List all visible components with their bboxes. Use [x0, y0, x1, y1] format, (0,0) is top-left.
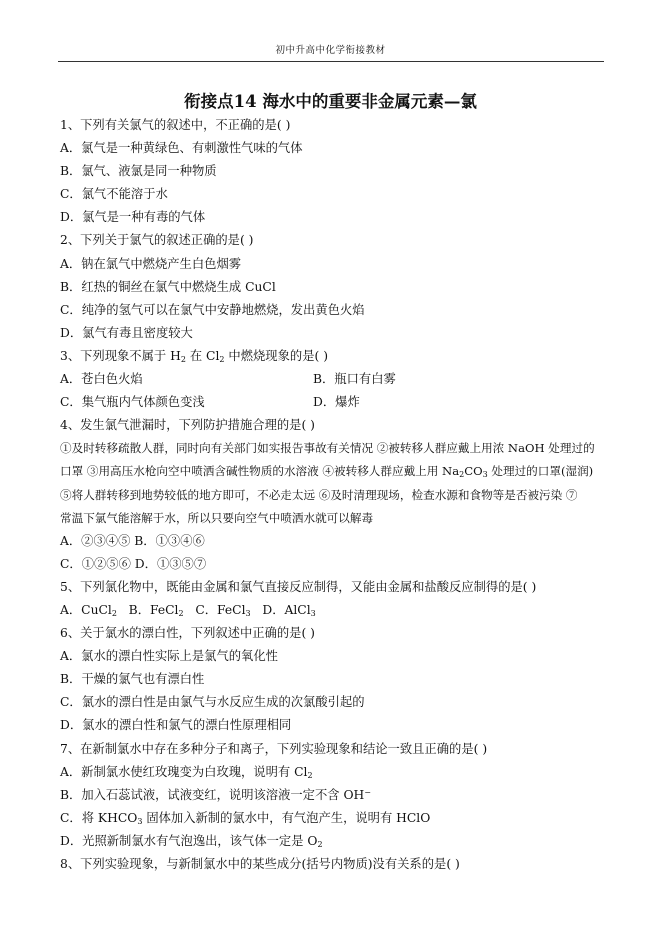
- question-4-statement-line-2: 口罩 ③用高压水枪向空中喷洒含碱性物质的水溶液 ④被转移人群应戴上用 $Na_2CO_3$ 处理过的口罩(湿润): [60, 464, 594, 480]
- question-5-options: A．CuCl$_2$ B．FeCl$_2$ C．FeCl$_3$ D．AlCl$_3$: [60, 602, 316, 618]
- question-4-stem: 4、发生氯气泄漏时，下列防护措施合理的是( ): [60, 418, 315, 433]
- question-2-option-a: A．钠在氯气中燃烧产生白色烟雾: [60, 256, 242, 271]
- question-1-option-d: D．氯气是一种有毒的气体: [60, 210, 206, 225]
- question-list: [60, 114, 620, 876]
- page-header: 初中升高中化学衔接教材: [275, 45, 386, 56]
- question-1-option-c: C．氯气不能溶于水: [60, 187, 168, 202]
- question-1-option-b: B．氯气、液氯是同一种物质: [60, 164, 217, 179]
- question-2-option-b: B．红热的铜丝在氯气中燃烧生成 CuCl: [60, 279, 276, 294]
- question-3-options-ab: [60, 368, 620, 391]
- question-7-option-d: D．光照新制氯水有气泡逸出，该气体一定是 $O_2$: [60, 833, 323, 849]
- question-3-option-a: A．苍白色火焰: [60, 372, 143, 387]
- question-4-statement-line-3: ⑤将人群转移到地势较低的地方即可，不必走太远 ⑥及时清理现场，检查水源和食物等是否被污染 ⑦: [60, 487, 578, 502]
- question-1-stem: 1、下列有关氯气的叙述中，不正确的是( ): [60, 118, 291, 132]
- question-5-stem: 5、下列氯化物中，既能由金属和氯气直接反应制得，又能由金属和盐酸反应制得的是( ): [60, 579, 537, 594]
- question-6-option-d: D．氯水的漂白性和氯气的漂白性原理相同: [60, 718, 292, 733]
- header-rule: [58, 61, 604, 62]
- question-6-stem: 6、关于氯水的漂白性，下列叙述中正确的是( ): [60, 626, 315, 641]
- question-6-option-c: C．氯水的漂白性是由氯气与水反应生成的次氯酸引起的: [60, 695, 365, 710]
- question-6-option-b: B．干燥的氯气也有漂白性: [60, 672, 205, 687]
- question-4-statement-line-1: ①及时转移疏散人群，同时向有关部门如实报告事故有关情况 ②被转移人群应戴上用浓 NaOH 处理过的: [60, 441, 595, 456]
- question-4-statement-line-4: 常温下氯气能溶解于水，所以只要向空气中喷洒水就可以解毒: [60, 510, 374, 525]
- question-8-stem: 8、下列实验现象，与新制氯水中的某些成分(括号内物质)没有关系的是( ): [60, 857, 460, 871]
- question-2-stem: 2、下列关于氯气的叙述正确的是( ): [60, 233, 254, 248]
- question-1-option-a: A．氯气是一种黄绿色、有刺激性气味的气体: [60, 141, 303, 156]
- question-2-option-c: C．纯净的氢气可以在氯气中安静地燃烧，发出黄色火焰: [60, 302, 365, 317]
- question-7-option-a: A．新制氯水使红玫瑰变为白玫瑰，说明有 $Cl_2$: [60, 764, 313, 780]
- question-7-option-b: B．加入石蕊试液，试液变红，说明该溶液一定不含 OH−: [60, 787, 371, 802]
- question-7-stem: 7、在新制氯水中存在多种分子和离子，下列实验现象和结论一致且正确的是( ): [60, 741, 488, 756]
- question-3-option-d: D．爆炸: [313, 395, 360, 410]
- question-7-option-c: C．将 $KHCO_3$ 固体加入新制的氯水中，有气泡产生，说明有 HClO: [60, 810, 431, 826]
- question-4-options-cd: C．①②⑤⑥ D．①③⑤⑦: [60, 556, 207, 571]
- question-3-option-c: C．集气瓶内气体颜色变浅: [60, 395, 205, 410]
- question-3-option-b: B．瓶口有白雾: [313, 372, 396, 387]
- question-6-option-a: A．氯水的漂白性实际上是氯气的氧化性: [60, 649, 278, 664]
- document-title: 衔接点14 海水中的重要非金属元素—氯: [184, 92, 477, 111]
- question-3-options-cd: [60, 391, 620, 414]
- question-3-stem: 3、下列现象不属于 $H_2$ 在 $Cl_2$ 中燃烧现象的是( ): [60, 348, 328, 364]
- question-2-option-d: D．氯气有毒且密度较大: [60, 325, 193, 340]
- question-4-options-ab: A．②③④⑤ B．①③④⑥: [60, 533, 205, 548]
